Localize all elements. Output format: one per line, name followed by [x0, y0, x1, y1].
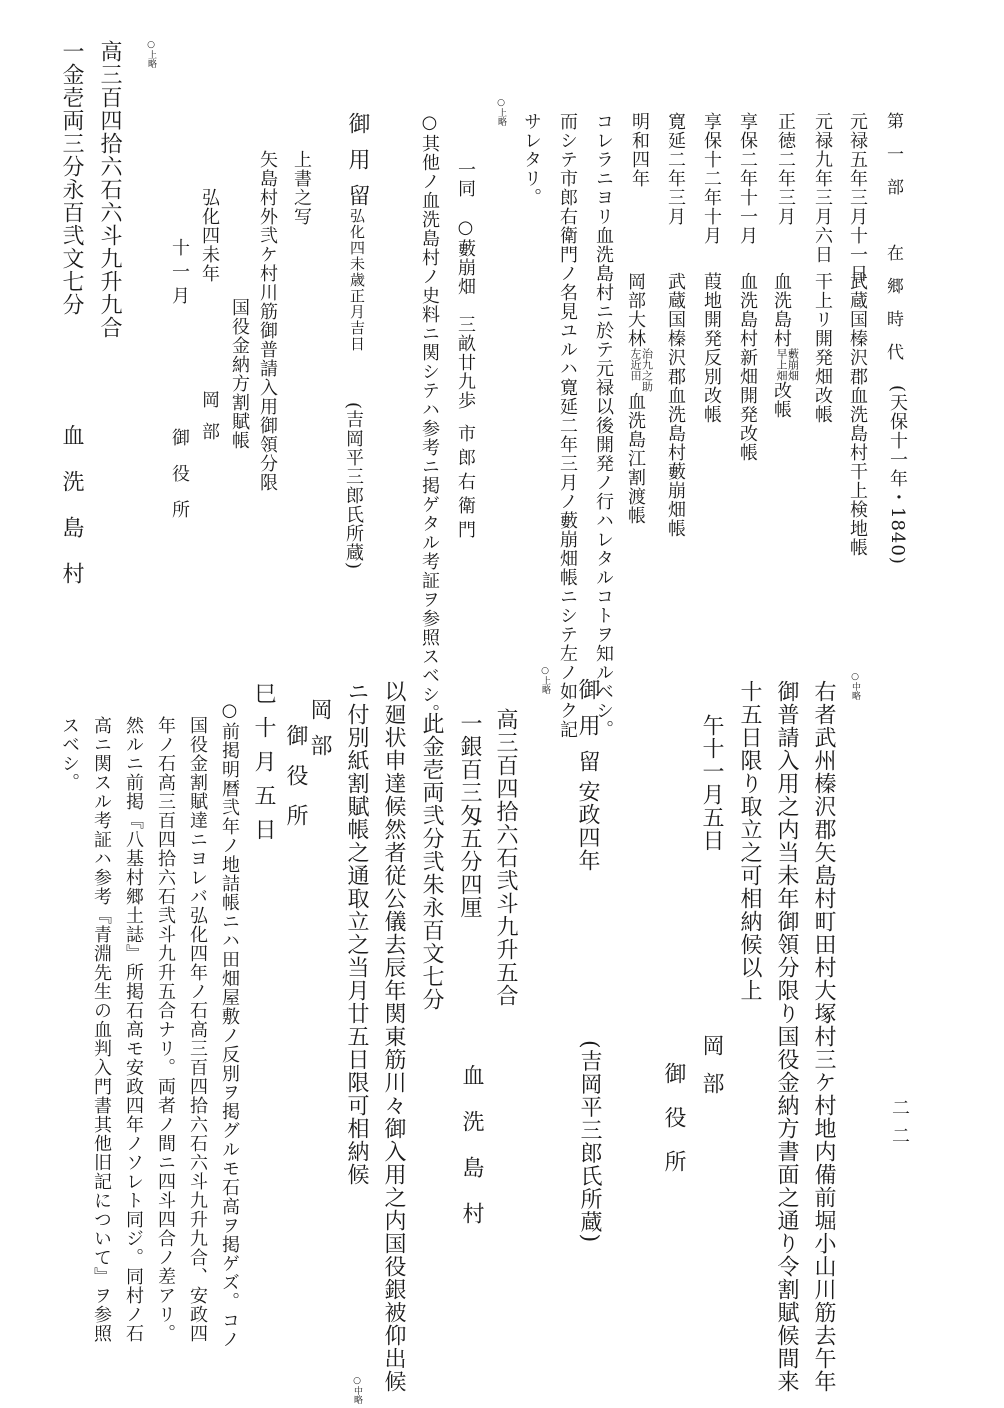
- date-line: 午十一月五日: [699, 714, 724, 852]
- register-title-7: [626, 272, 653, 525]
- register-title-3-sub-bottom: 早上畑: [775, 348, 788, 381]
- record-line-b: 市郎右衛門: [455, 424, 476, 544]
- omit-mark-1: ○上略: [496, 98, 506, 126]
- kokudaka-2: 高三百四拾六石弐斗九升五合: [493, 708, 518, 1007]
- office-a-2: 岡部: [699, 1034, 724, 1110]
- goyodome-date-2: 安政四年: [575, 780, 600, 872]
- register-title-7-sub: [629, 348, 652, 392]
- omit-mark-3: ○中略: [850, 672, 860, 700]
- body-line-3: 十五日限り取立之可相納候以上: [737, 680, 762, 1002]
- village-1: 血洗島村: [59, 424, 84, 608]
- commentary-line-2: 国役金割賦達ニヨレバ弘化四年ノ石高三百四拾六石六斗九升九合、安政四: [187, 716, 208, 1343]
- register-title-2: 干上リ開発畑改帳: [812, 272, 833, 424]
- notice-line-1: 以廻状申達候然者従公儀去辰年関東筋川々御入用之内国役銀被仰出候: [381, 680, 406, 1393]
- register-title-1: 武蔵国榛沢郡血洗島村干上検地帳: [847, 272, 868, 557]
- register-date-5: 享保十二年十月: [701, 112, 722, 245]
- note-2: ○其他ノ血洗島村ノ史料ニ関シテハ参考ニ掲ゲタル考証ヲ参照スベシ。: [419, 112, 440, 723]
- note-line-3: サレタリ。: [521, 112, 542, 207]
- notice-line-2: ニ付別紙割賦帳之通取立之当月廿五日限可相納候: [344, 680, 369, 1186]
- kokudaka-1: 高三百四拾六石六斗九升九合: [97, 40, 122, 339]
- omit-mark-5: ○中略: [352, 1376, 362, 1404]
- register-title-5: 葭地開発反別改帳: [701, 272, 722, 424]
- goyodome-source-2: (吉岡平三郎氏所蔵): [577, 1040, 602, 1244]
- date-line-2: 巳十月五日: [251, 682, 276, 852]
- register-title-7-sub-bottom: 左近田: [629, 348, 642, 381]
- commentary-line-3: 年ノ石高三百四拾六石弐斗九升五合ナリ。両者ノ間ニ四斗四合ノ差アリ。: [155, 716, 176, 1343]
- office-c: 岡部: [307, 698, 332, 770]
- commentary-line-6: スベシ。: [59, 716, 80, 792]
- era-1: 弘化四未年: [199, 188, 220, 283]
- commentary-line-1: ○前掲明暦弐年ノ地詰帳ニハ田畑屋敷ノ反別ヲ掲グルモ石高ヲ掲ゲズ。コノ: [219, 700, 240, 1349]
- omit-mark-4: ○上略: [540, 666, 550, 694]
- month-1: 十一月: [169, 238, 190, 310]
- goyodome-title-1: 御用留: [345, 112, 370, 220]
- register-date-1: 元禄五年三月十一日: [847, 112, 868, 283]
- body-line-1: 右者武州榛沢郡矢島村町田村大塚村三ケ村地内備前堀小山川筋去午年: [811, 680, 836, 1393]
- register-title-6: 武蔵国榛沢郡血洗島村藪崩畑帳: [665, 272, 686, 538]
- note-line-1: コレラニヨリ血洗島村ニ於テ元禄以後開発ノ行ハレタルコトヲ知ルベシ。: [593, 112, 614, 739]
- goyodome-title-2: 御用留: [575, 678, 600, 786]
- register-title-3: [772, 272, 799, 419]
- copy-title: 上書之写: [291, 150, 312, 226]
- register-date-2: 元禄九年三月六日: [812, 112, 833, 264]
- doc-title-a: 矢島村外弐ケ村川筋御普請入用御領分限: [257, 150, 278, 492]
- chapter-heading: 第一部 在郷時代: [883, 112, 903, 376]
- gold-line: 此金壱両弐分弐朱永百文七分: [419, 712, 444, 1011]
- office-b-1: 御役所: [169, 428, 190, 536]
- register-title-3-sub: [775, 348, 798, 381]
- record-line-a: 一同 ○藪崩畑 三畝廿九歩: [455, 160, 476, 410]
- note-line-2: 而シテ市郎右衛門ノ名見ユルハ寛延二年三月ノ藪崩畑帳ニシテ左ノ如ク記: [557, 112, 578, 739]
- register-title-7-prefix: 岡部大林: [625, 272, 646, 348]
- office-d: 御役所: [283, 724, 308, 844]
- amount-1: 一金壱両三分永百弐文七分: [59, 40, 84, 316]
- register-title-3-suffix: 改帳: [771, 381, 792, 419]
- doc-title-b: 国役金納方割賦帳: [229, 298, 250, 450]
- register-title-3-prefix: 血洗島村: [771, 272, 792, 348]
- register-date-7: 明和四年: [629, 112, 650, 188]
- commentary-line-5: 高ニ関スル考証ハ参考『青淵先生の血判入門書其他旧記について』ヲ参照: [91, 716, 112, 1343]
- office-b-2: 御役所: [661, 1062, 686, 1194]
- body-line-2: 御普請入用之内当未年御領分限り国役金納方書面之通り令割賦候間来: [774, 680, 799, 1393]
- register-date-3: 正徳二年三月: [775, 112, 796, 226]
- register-date-4: 享保二年十一月: [737, 112, 758, 245]
- silver-line: 一銀百三匁五分四厘: [457, 712, 482, 919]
- page-number: 二二: [889, 1098, 910, 1154]
- commentary-line-4: 然ルニ前掲『八基村郷土誌』所掲石高モ安政四年ノソレト同ジ。同村ノ石: [123, 716, 144, 1343]
- village-2: 血洗島村: [459, 1064, 484, 1248]
- omit-mark-2: ○上略: [146, 40, 156, 68]
- office-a-1: 岡部: [199, 390, 220, 454]
- year-heading: (天保十一年・1840): [887, 385, 908, 565]
- register-title-7-suffix: 血洗島江割渡帳: [625, 392, 646, 525]
- register-title-3-sub-top: 藪崩畑: [786, 348, 800, 381]
- register-title-4: 血洗島村新畑開発改帳: [737, 272, 758, 462]
- register-title-7-sub-top: 治九之助: [640, 348, 654, 392]
- goyodome-date-1: 弘化四未歳正月吉日: [348, 208, 366, 352]
- goyodome-source-1: (吉岡平三郎氏所蔵): [343, 402, 364, 571]
- register-date-6: 寛延二年三月: [665, 112, 686, 226]
